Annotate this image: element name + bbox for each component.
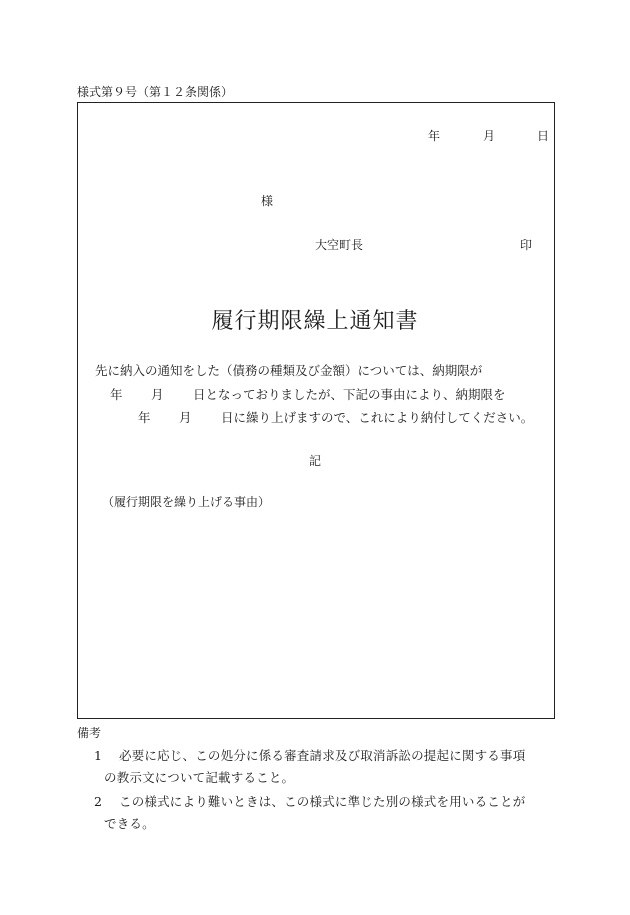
body-line-2-rest: 日となっておりましたが、下記の事由により、納期限を	[193, 387, 506, 402]
body-line-2-year: 年	[110, 387, 123, 402]
document-title: 履行期限繰上通知書	[211, 309, 419, 334]
note-2-line-1: この様式により難いときは、この様式に準じた別の様式を用いることが	[119, 794, 526, 809]
note-1-number: 1	[94, 748, 102, 763]
form-number-label: 様式第９号（第１２条関係）	[77, 85, 234, 99]
seal-mark: 印	[520, 238, 533, 252]
body-line-1: 先に納入の通知をした（債務の種類及び金額）については、納期限が	[95, 363, 483, 378]
note-1-line-1: 必要に応じ、この処分に係る審査請求及び取消訴訟の提起に関する事項	[119, 748, 526, 763]
date-month-label: 月	[483, 129, 496, 143]
body-line-3-month: 月	[179, 410, 192, 425]
date-year-label: 年	[428, 129, 441, 143]
date-day-label: 日	[537, 129, 550, 143]
note-2-line-2: できる。	[104, 816, 155, 831]
body-line-3-year: 年	[138, 410, 151, 425]
sender-name: 大空町長	[315, 238, 364, 252]
body-line-2-month: 月	[151, 387, 164, 402]
reason-label: （履行期限を繰り上げる事由）	[102, 495, 271, 509]
note-2-number: 2	[94, 794, 102, 809]
addressee-suffix: 様	[261, 194, 274, 208]
note-1-line-2: の教示文について記載すること。	[104, 770, 295, 785]
ki-heading: 記	[309, 454, 322, 468]
body-line-3-rest: 日に繰り上げますので、これにより納付してください。	[221, 410, 534, 425]
notes-heading: 備考	[77, 726, 102, 740]
